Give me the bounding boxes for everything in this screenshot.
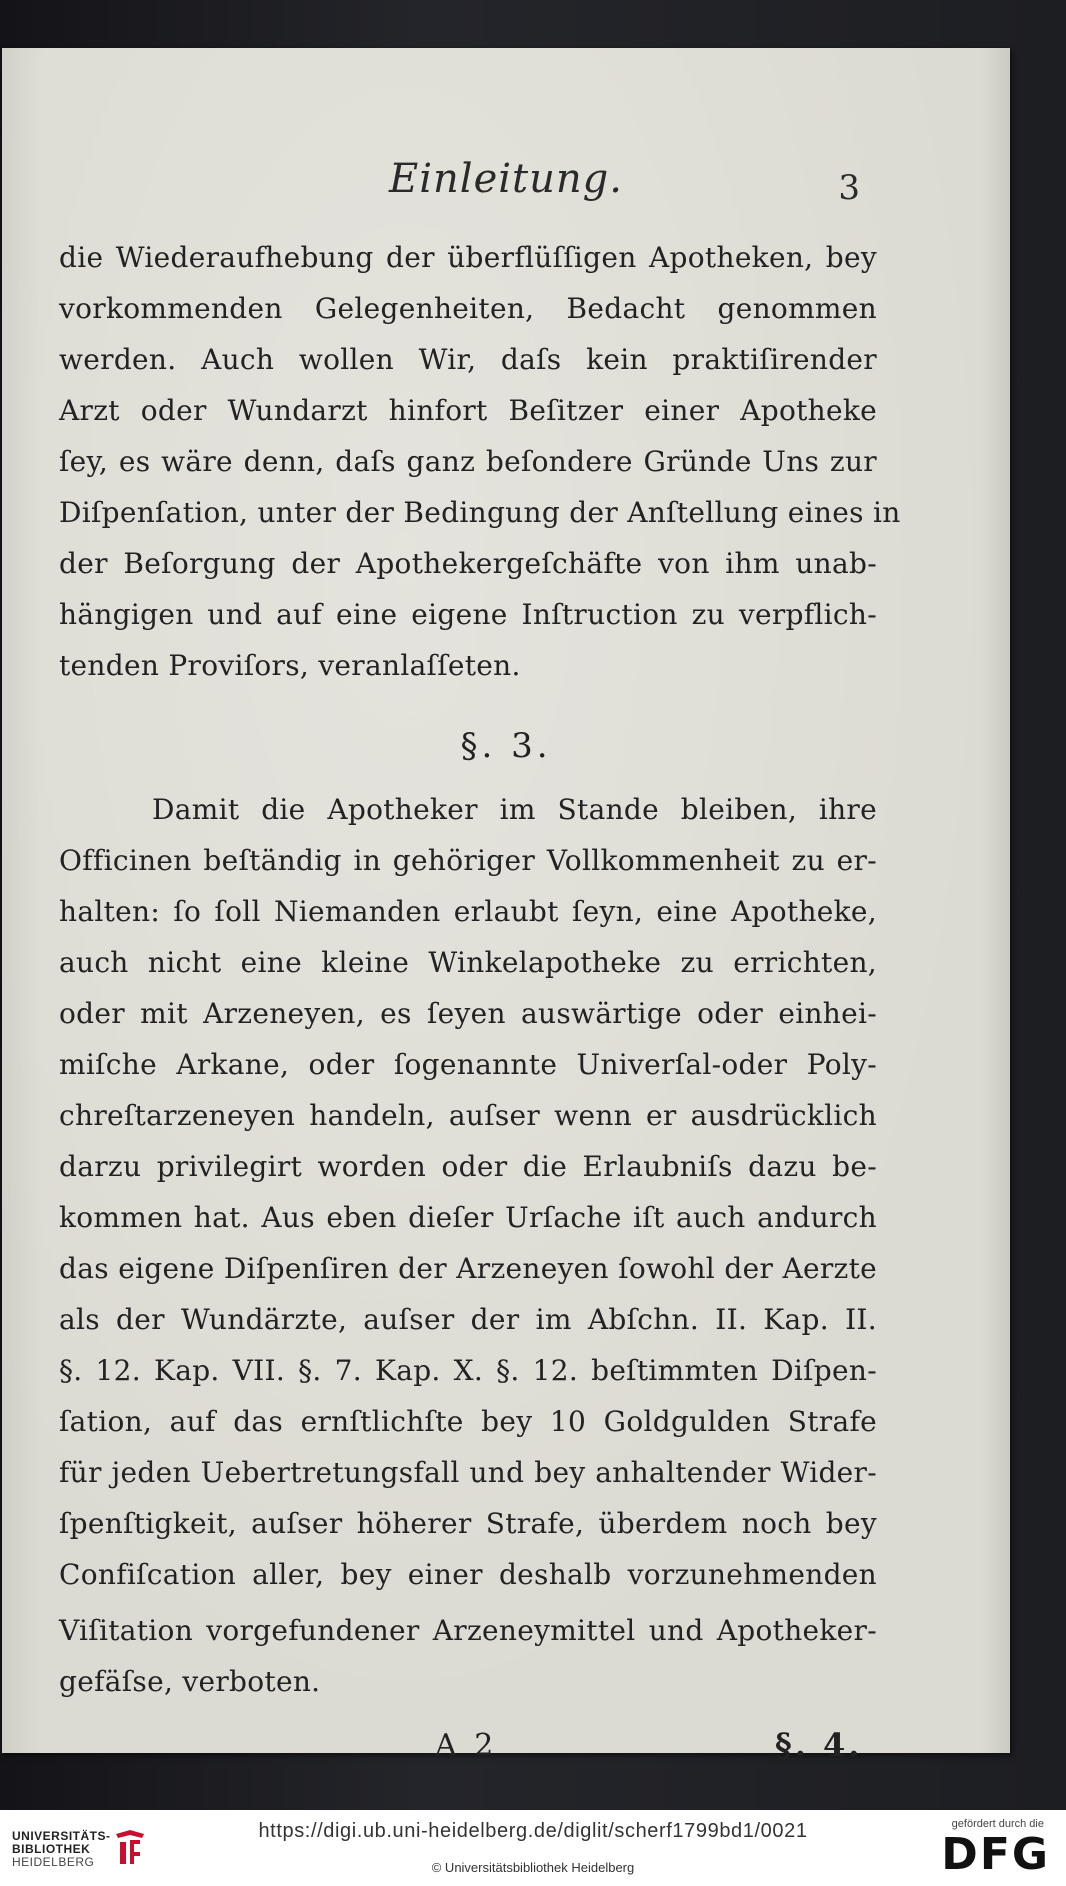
section-heading: §. 3.	[460, 726, 552, 766]
catchword: §. 4.	[775, 1726, 863, 1764]
text-line: auch nicht eine kleine Winkelapotheke zu errichten,	[59, 946, 877, 979]
library-logo-line: HEIDELBERG	[12, 1855, 95, 1869]
text-line: werden. Auch wollen Wir, daſs kein praktiſirender	[59, 343, 877, 376]
text-line: ſey, es wäre denn, daſs ganz beſondere Gründe Uns zur	[59, 445, 877, 478]
page-number: 3	[838, 168, 860, 208]
book-page	[2, 48, 1010, 1753]
copyright-notice: © Universitätsbibliothek Heidelberg	[431, 1860, 635, 1875]
text-line: Diſpenſation, unter der Bedingung der Anſtellung eines in	[59, 496, 901, 529]
text-line: §. 12. Kap. VII. §. 7. Kap. X. §. 12. beſtimmten Diſpen-	[59, 1354, 877, 1387]
text-line: der Beſorgung der Apothekergeſchäfte von ihm unab-	[59, 547, 877, 580]
signature-mark: A 2	[435, 1728, 498, 1763]
funding-label: gefördert durch die	[951, 1818, 1044, 1830]
library-logo-line: BIBLIOTHEK	[12, 1842, 91, 1856]
text-line: gefäſse, verboten.	[59, 1665, 321, 1698]
viewer-footer	[0, 1810, 1066, 1886]
text-line: Damit die Apotheker im Stande bleiben, ihre	[152, 793, 877, 826]
text-line: Arzt oder Wundarzt hinfort Beſitzer einer Apotheke	[59, 394, 877, 427]
text-line: tenden Proviſors, veranlaſſeten.	[59, 649, 521, 682]
page-url[interactable]: https://digi.ub.uni-heidelberg.de/diglit/scherf1799bd1/0021	[258, 1820, 808, 1842]
text-line: Viſitation vorgefundener Arzeneymittel und Apotheker-	[59, 1614, 877, 1647]
text-line: Confiſcation aller, bey einer deshalb vorzunehmenden	[59, 1558, 877, 1591]
text-line: hängigen und auf eine eigene Inſtruction zu verpflich-	[59, 598, 877, 631]
text-line: chreſtarzeneyen handeln, auſser wenn er ausdrücklich	[59, 1099, 877, 1132]
running-head: Einleitung.	[389, 156, 623, 202]
text-line: halten: ſo ſoll Niemanden erlaubt ſeyn, eine Apotheke,	[59, 895, 877, 928]
dfg-logo[interactable]: DFG	[941, 1829, 1050, 1880]
text-line: kommen hat. Aus eben dieſer Urſache iſt auch andurch	[59, 1201, 877, 1234]
text-line: darzu privilegirt worden oder die Erlaubniſs dazu be-	[59, 1150, 877, 1183]
text-line: die Wiederaufhebung der überflüſſigen Apotheken, bey	[59, 241, 877, 274]
text-line: vorkommenden Gelegenheiten, Bedacht genommen	[59, 292, 877, 325]
text-line: für jeden Uebertretungsfall und bey anhaltender Wider-	[59, 1456, 877, 1489]
library-logo-line: UNIVERSITÄTS-	[12, 1829, 111, 1843]
text-line: miſche Arkane, oder ſogenannte Univerſal-oder Poly-	[59, 1048, 877, 1081]
text-line: das eigene Diſpenſiren der Arzeneyen ſowohl der Aerzte	[59, 1252, 877, 1285]
text-line: als der Wundärzte, auſser der im Abſchn. II. Kap. II.	[59, 1303, 877, 1336]
text-line: oder mit Arzeneyen, es ſeyen auswärtige oder einhei-	[59, 997, 877, 1030]
text-line: ſation, auf das ernſtlichſte bey 10 Goldgulden Strafe	[59, 1405, 877, 1438]
text-line: Officinen beſtändig in gehöriger Vollkommenheit zu er-	[59, 844, 877, 877]
text-line: ſpenſtigkeit, auſser höherer Strafe, überdem noch bey	[59, 1507, 877, 1540]
